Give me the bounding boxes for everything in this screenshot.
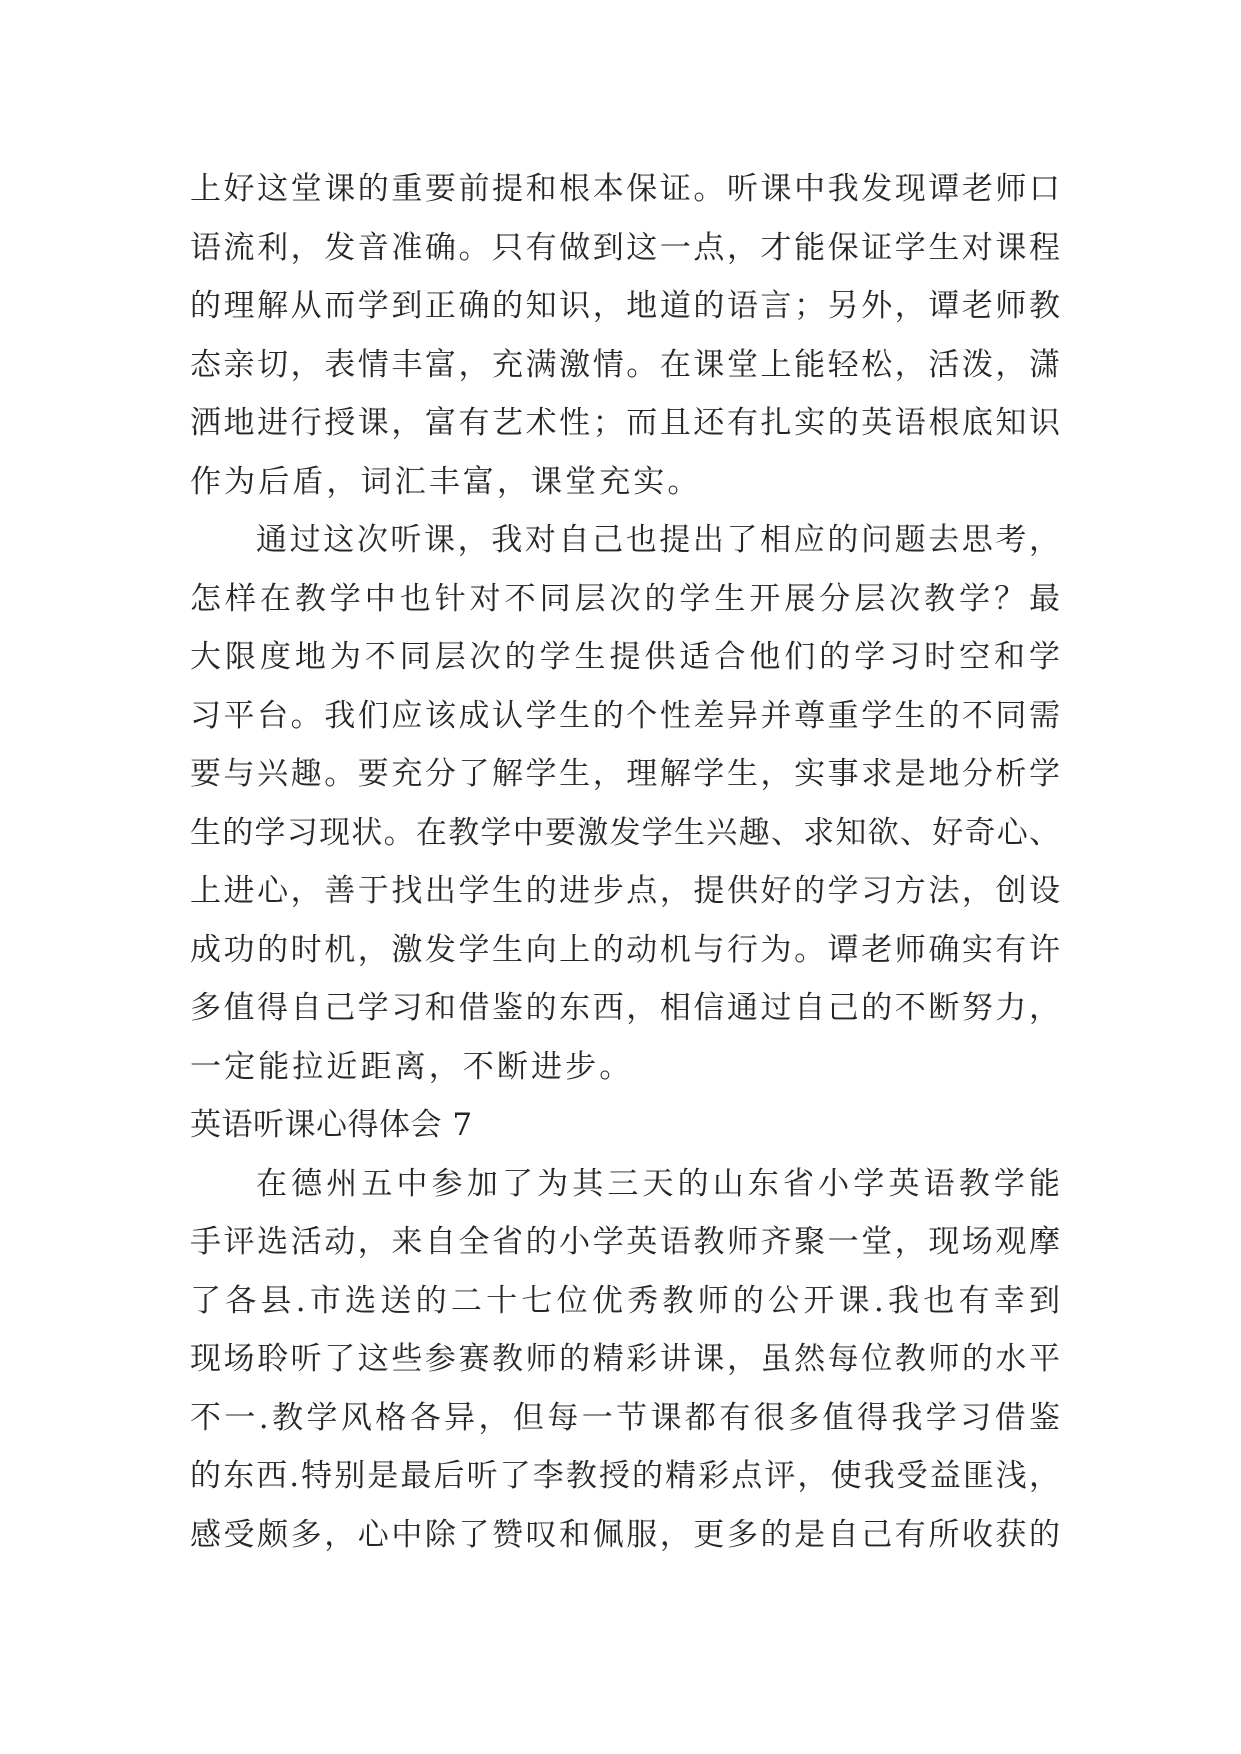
text-line: 作为后盾，词汇丰富，课堂充实。 <box>190 463 702 500</box>
text-line: 态亲切，表情丰富，充满激情。在课堂上能轻松，活泼，潇 <box>190 346 1060 383</box>
text-line: 了各县.市选送的二十七位优秀教师的公开课.我也有幸到 <box>190 1282 1060 1319</box>
text-line: 语流利，发音准确。只有做到这一点，才能保证学生对课程 <box>190 229 1060 266</box>
text-line: 上进心，善于找出学生的进步点，提供好的学习方法，创设 <box>190 873 1060 909</box>
text-line: 习平台。我们应该成认学生的个性差异并尊重学生的不同需 <box>190 697 1060 734</box>
document-body <box>190 160 1060 1564</box>
text-line: 不一.教学风格各异，但每一节课都有很多值得我学习借鉴 <box>190 1399 1060 1436</box>
section-heading: 英语听课心得体会 7 <box>190 1107 473 1143</box>
text-line: 上好这堂课的重要前提和根本保证。听课中我发现谭老师口 <box>190 171 1060 207</box>
text-line: 成功的时机，激发学生向上的动机与行为。谭老师确实有许 <box>190 931 1060 968</box>
text-line: 大限度地为不同层次的学生提供适合他们的学习时空和学 <box>190 639 1060 675</box>
text-line: 手评选活动，来自全省的小学英语教师齐聚一堂，现场观摩 <box>190 1224 1060 1260</box>
text-line: 的东西.特别是最后听了李教授的精彩点评，使我受益匪浅， <box>190 1458 1060 1494</box>
text-line: 通过这次听课，我对自己也提出了相应的问题去思考， <box>256 522 1060 558</box>
text-line: 生的学习现状。在教学中要激发学生兴趣、求知欲、好奇心、 <box>190 814 1060 851</box>
paragraph-event <box>190 1155 1060 1565</box>
text-line: 要与兴趣。要充分了解学生，理解学生，实事求是地分析学 <box>190 756 1060 792</box>
text-line: 一定能拉近距离，不断进步。 <box>190 1048 634 1085</box>
text-line: 的理解从而学到正确的知识，地道的语言；另外，谭老师教 <box>190 288 1060 324</box>
text-line: 现场聆听了这些参赛教师的精彩讲课，虽然每位教师的水平 <box>190 1341 1060 1377</box>
text-line: 多值得自己学习和借鉴的东西，相信通过自己的不断努力， <box>190 990 1060 1026</box>
text-line: 怎样在教学中也针对不同层次的学生开展分层次教学？最 <box>190 580 1060 617</box>
text-line: 在德州五中参加了为其三天的山东省小学英语教学能 <box>256 1165 1060 1202</box>
text-line: 感受颇多，心中除了赞叹和佩服，更多的是自己有所收获的 <box>190 1516 1060 1553</box>
text-line: 洒地进行授课，富有艺术性；而且还有扎实的英语根底知识 <box>190 405 1060 441</box>
paragraph-reflection <box>190 511 1060 1096</box>
paragraph-continued <box>190 160 1060 511</box>
